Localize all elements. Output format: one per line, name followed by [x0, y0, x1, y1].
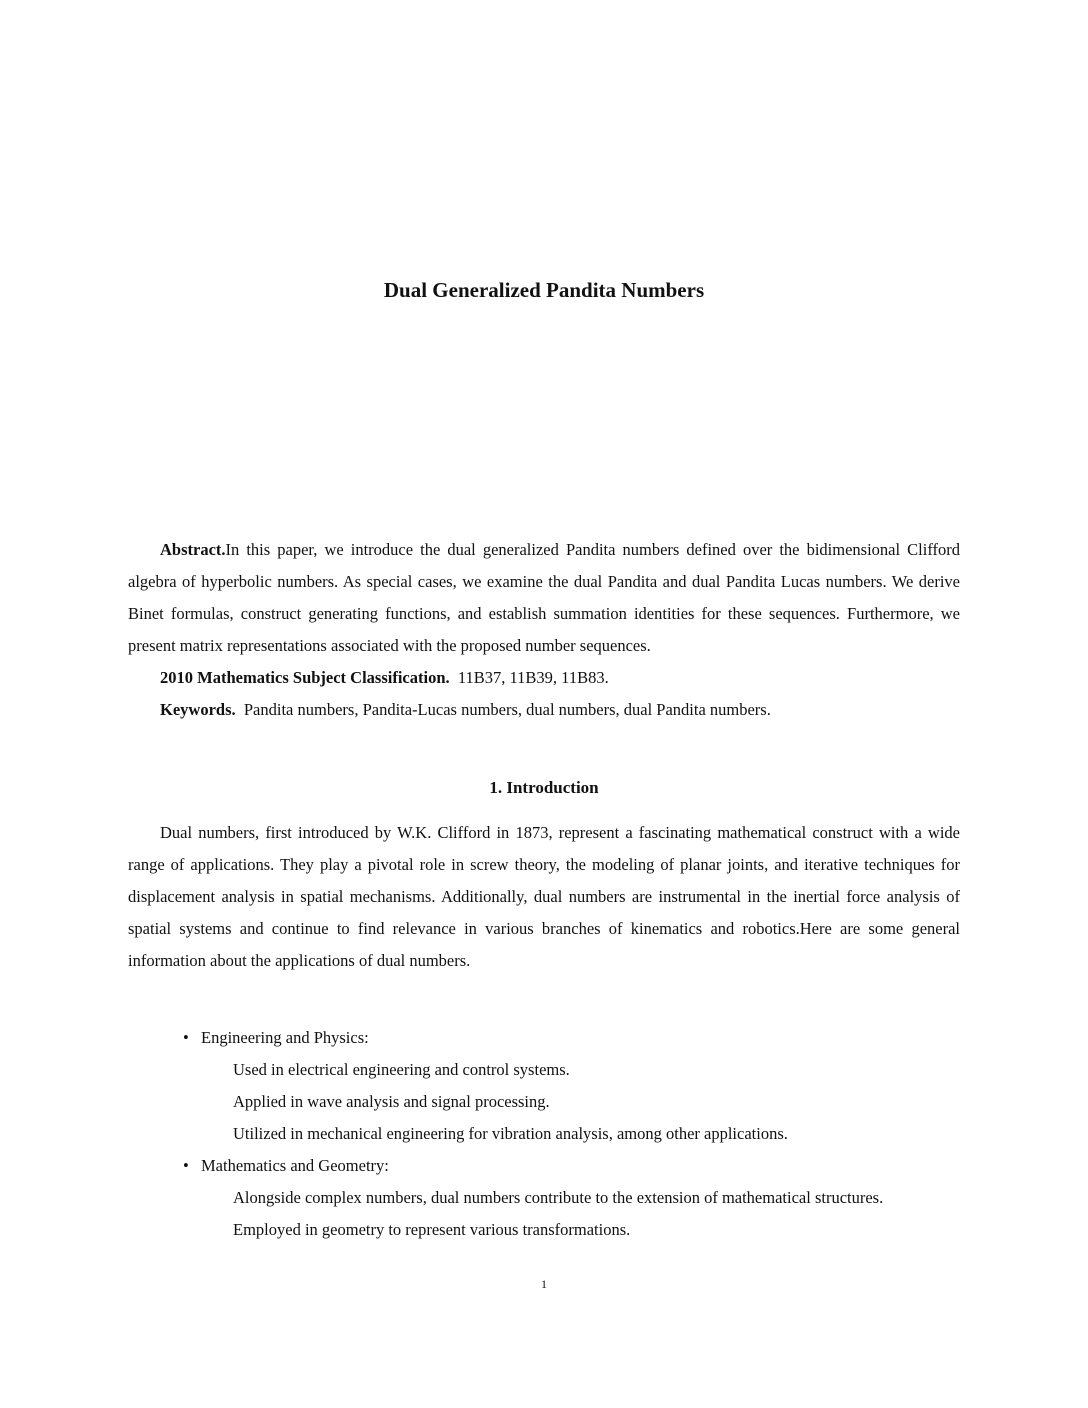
abstract-text: In this paper, we introduce the dual generalized Pandita numbers defined over the bidimensional Clifford algebra of hyperbolic numbers. As special cases, we examine the dual Pandita and dual Pandita Lucas numbers. We derive Binet formulas, construct generating functions, and establish summation identities for these sequences. Furthermore, we present matrix representations associated with the proposed number sequences.: [128, 540, 960, 655]
msc-paragraph: [128, 662, 960, 694]
bullet-icon: •: [183, 1028, 189, 1047]
list-subitem: Applied in wave analysis and signal processing.: [233, 1092, 550, 1111]
paper-title: Dual Generalized Pandita Numbers: [383, 278, 705, 302]
bullet-icon: •: [183, 1156, 189, 1175]
list-item-label: Mathematics and Geometry:: [201, 1156, 389, 1175]
abstract-paragraph: [128, 534, 960, 662]
msc-label: 2010 Mathematics Subject Classification.: [160, 668, 450, 687]
list-item: [183, 1150, 960, 1182]
list-subitem: Employed in geometry to represent various transformations.: [233, 1220, 631, 1239]
list-subitem: Alongside complex numbers, dual numbers contribute to the extension of mathematical structures.: [233, 1188, 884, 1207]
msc-text: 11B37, 11B39, 11B83.: [457, 668, 609, 687]
keywords-paragraph: [128, 694, 960, 726]
list-subitem: Used in electrical engineering and control systems.: [233, 1060, 570, 1079]
list-item-label: Engineering and Physics:: [201, 1028, 369, 1047]
introduction-block: [128, 817, 960, 977]
section-heading: 1. Introduction: [489, 778, 599, 797]
keywords-label: Keywords.: [160, 700, 236, 719]
keywords-text: Pandita numbers, Pandita-Lucas numbers, dual numbers, dual Pandita numbers.: [243, 700, 771, 719]
introduction-paragraph: Dual numbers, first introduced by W.K. Clifford in 1873, represent a fascinating mathematical construct with a wide range of applications. They play a pivotal role in screw theory, the modeling of planar joints, and iterative techniques for displacement analysis in spatial mechanisms. Additionally, dual numbers are instrumental in the inertial force analysis of spatial systems and continue to find relevance in various branches of kinematics and robotics.Here are some general information about the applications of dual numbers.: [128, 823, 960, 970]
abstract-label: Abstract.: [160, 540, 226, 559]
applications-list: [183, 1022, 960, 1246]
page-number: 1: [541, 1277, 547, 1291]
abstract-block: [128, 534, 960, 726]
list-subitem: Utilized in mechanical engineering for vibration analysis, among other applications.: [233, 1124, 788, 1143]
list-item: [183, 1022, 960, 1054]
